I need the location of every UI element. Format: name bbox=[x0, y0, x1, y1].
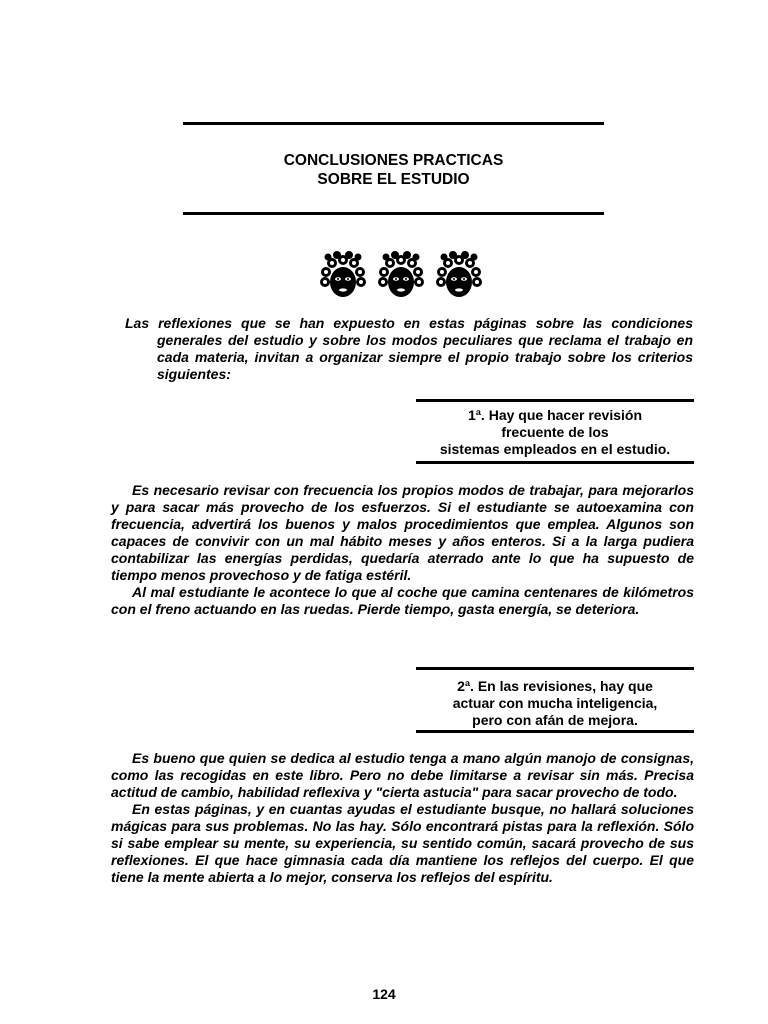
child-face-icon bbox=[436, 251, 482, 297]
section-1-paragraph-1: Es necesario revisar con frecuencia los propios modos de trabajar, para mejorarlos y para sacar más provecho de los esfuerzos. Si el estudiante se autoexamina con frecuencia, advertirá los buenos y malos procedimientos que emplea. Algunos son capaces de convivir con un mal hábito meses y años enteros. Si a la larga pudiera contabilizar las energías perdidas, quedaría aterrado ante lo que ha supuesto de tiempo menos provechoso y de fatiga estéril. bbox=[111, 482, 694, 583]
principle-2-line-2: actuar con mucha inteligencia, bbox=[452, 695, 658, 711]
child-face-icon bbox=[320, 251, 366, 297]
section-2-paragraph-2: En estas páginas, y en cuantas ayudas el estudiante busque, no hallará soluciones mágicas para sus problemas. No las hay. Sólo encontrará pistas para la reflexión. Sólo si sabe emplear su mente, su experiencia, su sentido común, sacará provecho de sus reflexiones. El que hace gimnasia cada día mantiene los reflejos del cuerpo. El que tiene la mente abierta a lo mejor, conserva los reflejos del espíritu. bbox=[111, 801, 694, 885]
title-rule-bottom bbox=[183, 212, 604, 215]
principle-1-line-1: 1ª. Hay que hacer revisión bbox=[467, 407, 643, 423]
intro-paragraph: Las reflexiones que se han expuesto en estas páginas sobre las condiciones generales del estudio y sobre los modos peculiares que reclama el trabajo en cada materia, invitan a organizar siempre el propio trabajo sobre los criterios siguientes: bbox=[125, 315, 693, 382]
section-1-paragraph-2: Al mal estudiante le acontece lo que al coche que camina centenares de kilómetros con el freno actuando en las ruedas. Pierde tiempo, gasta energía, se deteriora. bbox=[111, 584, 694, 617]
principle-1-box bbox=[416, 399, 694, 464]
title-rule-top bbox=[183, 122, 604, 125]
principle-2-box bbox=[416, 667, 694, 733]
section-2-paragraph-1: Es bueno que quien se dedica al estudio tenga a mano algún manojo de consignas, como las recogidas en este libro. Pero no debe limitarse a revisar sin más. Precisa actitud de cambio, habilidad reflexiva y "cierta astucia" para sacar provecho de todo. bbox=[111, 750, 694, 800]
section-1-text bbox=[111, 482, 694, 618]
page-title-line-2: SOBRE EL ESTUDIO bbox=[317, 171, 470, 188]
child-face-icon bbox=[378, 251, 424, 297]
page-title bbox=[183, 151, 604, 189]
page-number: 124 bbox=[372, 986, 396, 1002]
page-title-line-1: CONCLUSIONES PRACTICAS bbox=[283, 152, 504, 169]
ornament bbox=[313, 240, 489, 310]
principle-1-line-2: frecuente de los bbox=[501, 424, 609, 440]
principle-2-line-3: pero con afán de mejora. bbox=[472, 712, 638, 728]
principle-2-line-1: 2ª. En las revisiones, hay que bbox=[457, 678, 653, 694]
principle-1-line-3: sistemas empleados en el estudio. bbox=[439, 441, 671, 457]
section-2-text bbox=[111, 750, 694, 886]
